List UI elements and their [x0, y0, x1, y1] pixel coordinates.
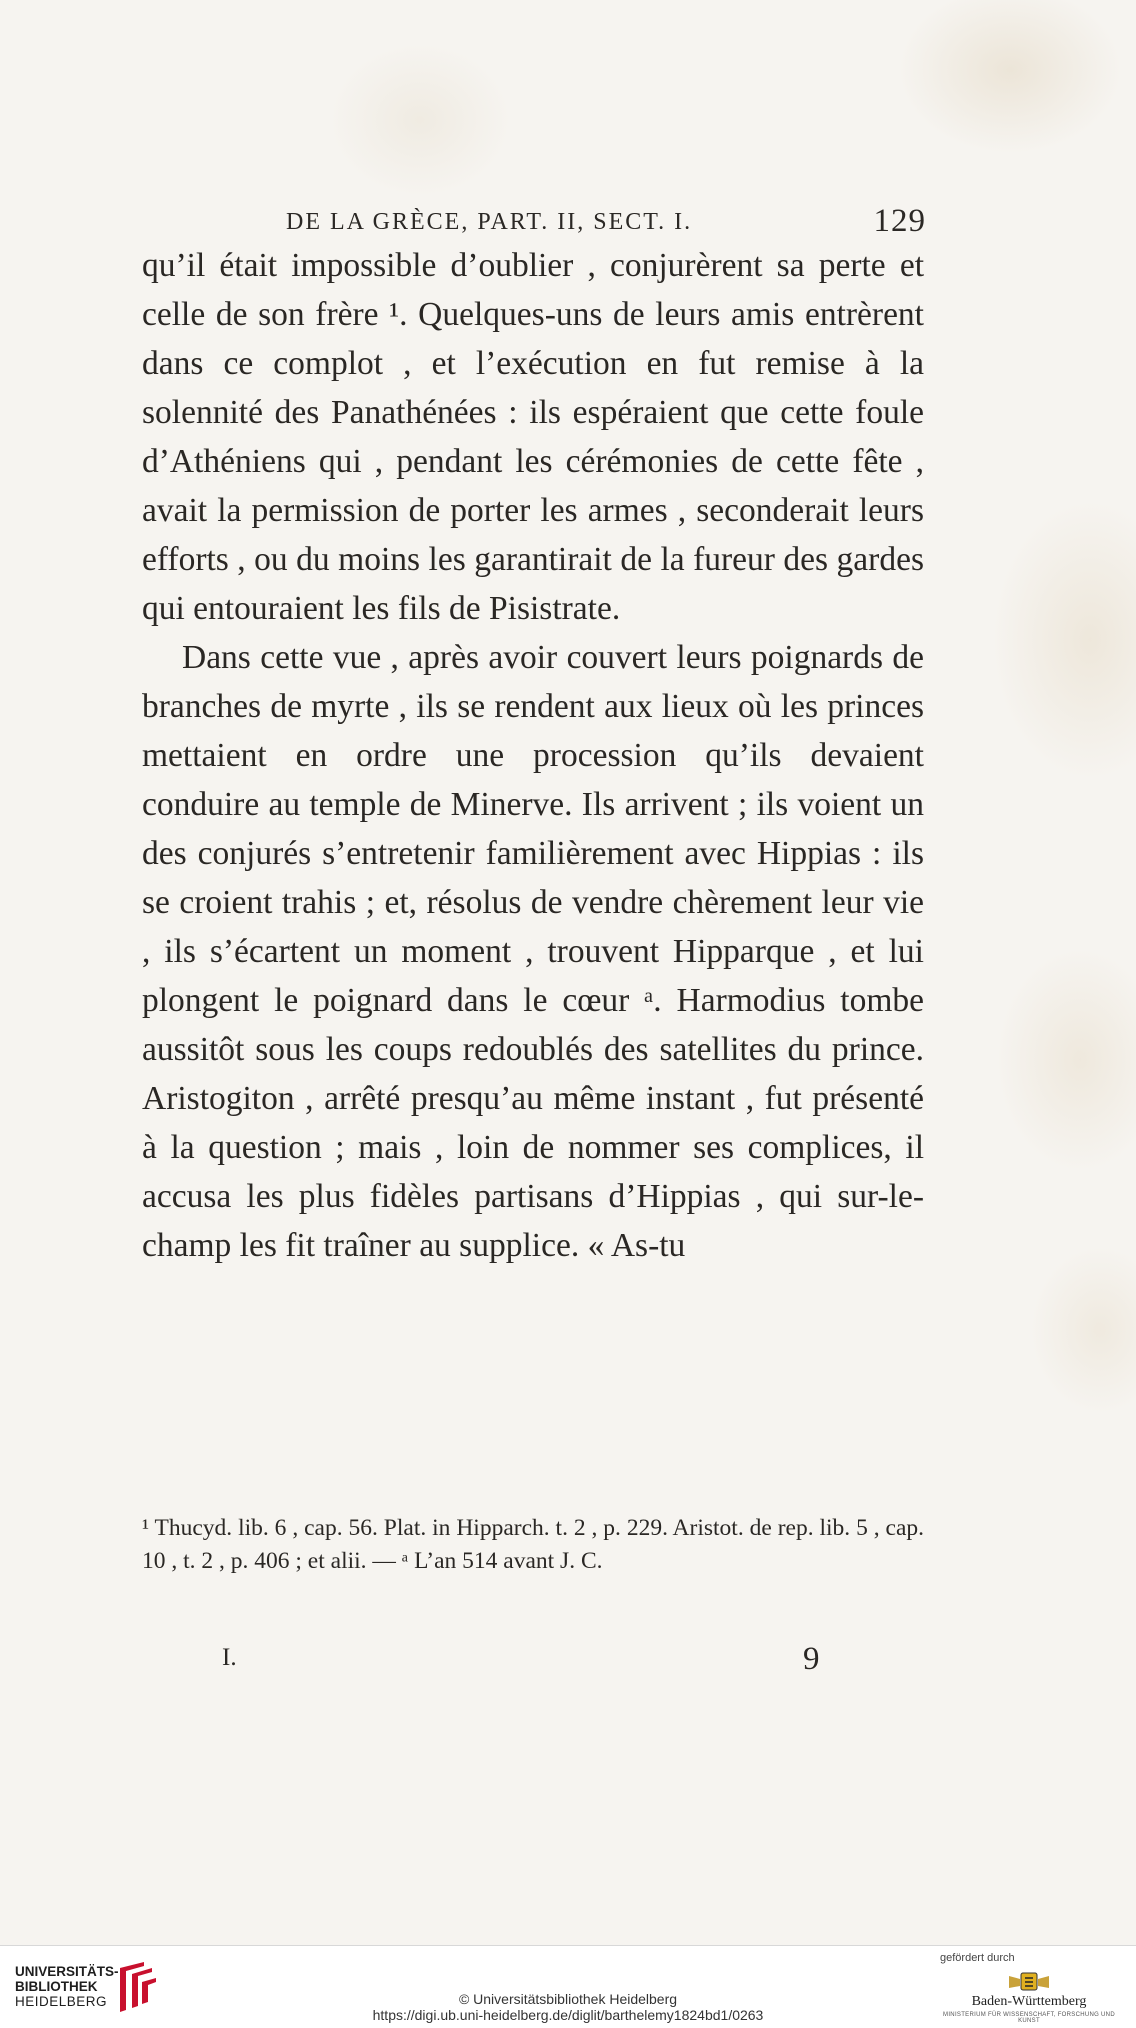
- running-head: [286, 203, 926, 243]
- ministry-name: MINISTERIUM FÜR WISSENSCHAFT, FORSCHUNG UND KUNST: [943, 2012, 1115, 2024]
- page-number: 129: [873, 203, 926, 239]
- body-text: [142, 241, 924, 1270]
- copyright-text: © Universitätsbibliothek Heidelberg: [458, 1991, 678, 2007]
- paragraph-1: qu’il était impossible d’oublier , conjurèrent sa perte et celle de son frère ¹. Quelques-uns de leurs amis entrèrent dans ce complot , et l’exécution en fut remise à la solennité des Panathénées : ils espéraient que cette foule d’Athéniens qui , pendant les cérémonies de cette fête , avait la permission de porter les armes , seconderait leurs efforts , ou du moins les garantirait de la fureur des gardes qui entouraient les fils de Pisistrate.: [142, 247, 924, 627]
- library-name-line2: BIBLIOTHEK: [15, 1979, 98, 1994]
- state-name: Baden-Württemberg: [971, 1994, 1087, 2009]
- gathering-number: 9: [803, 1641, 820, 1677]
- coat-of-arms-icon: [1006, 1970, 1052, 1992]
- footer-bar: [0, 1945, 1136, 2028]
- signature-mark: I.: [222, 1644, 237, 1671]
- funded-by-label: gefördert durch: [940, 1952, 1015, 1964]
- funder-logo: [934, 1952, 1124, 2024]
- library-name-line1: UNIVERSITÄTS-: [15, 1964, 119, 1979]
- running-head-title: DE LA GRÈCE, PART. II, SECT. I.: [286, 209, 693, 235]
- paragraph-2: Dans cette vue , après avoir couvert leurs poignards de branches de myrte , ils se rendent aux lieux où les princes mettaient en ordre une procession qu’ils devaient conduire au temple de Minerve. Ils arrivent ; ils voient un des conjurés s’entretenir familièrement avec Hippias : ils se croient trahis ; et, résolus de vendre chèrement leur vie , ils s’écartent un moment , trouvent Hipparque , et lui plongent le poignard dans le cœur ᵃ. Harmodius tombe aussitôt sous les coups redoublés des satellites du prince. Aristogiton , arrêté presqu’au même instant , fut présenté à la question ; mais , loin de nommer ses complices, il accusa les plus fidèles partisans d’Hippias , qui sur-le-champ les fit traîner au supplice. « As-tu: [142, 639, 924, 1264]
- library-name-line3: HEIDELBERG: [15, 1994, 108, 2009]
- permalink[interactable]: https://digi.ub.uni-heidelberg.de/diglit/barthelemy1824bd1/0263: [372, 2007, 764, 2023]
- footnotes: ¹ Thucyd. lib. 6 , cap. 56. Plat. in Hipparch. t. 2 , p. 229. Aristot. de rep. lib. 5 , cap. 10 , t. 2 , p. 406 ; et alii. — ᵃ L’an 514 avant J. C.: [142, 1515, 924, 1574]
